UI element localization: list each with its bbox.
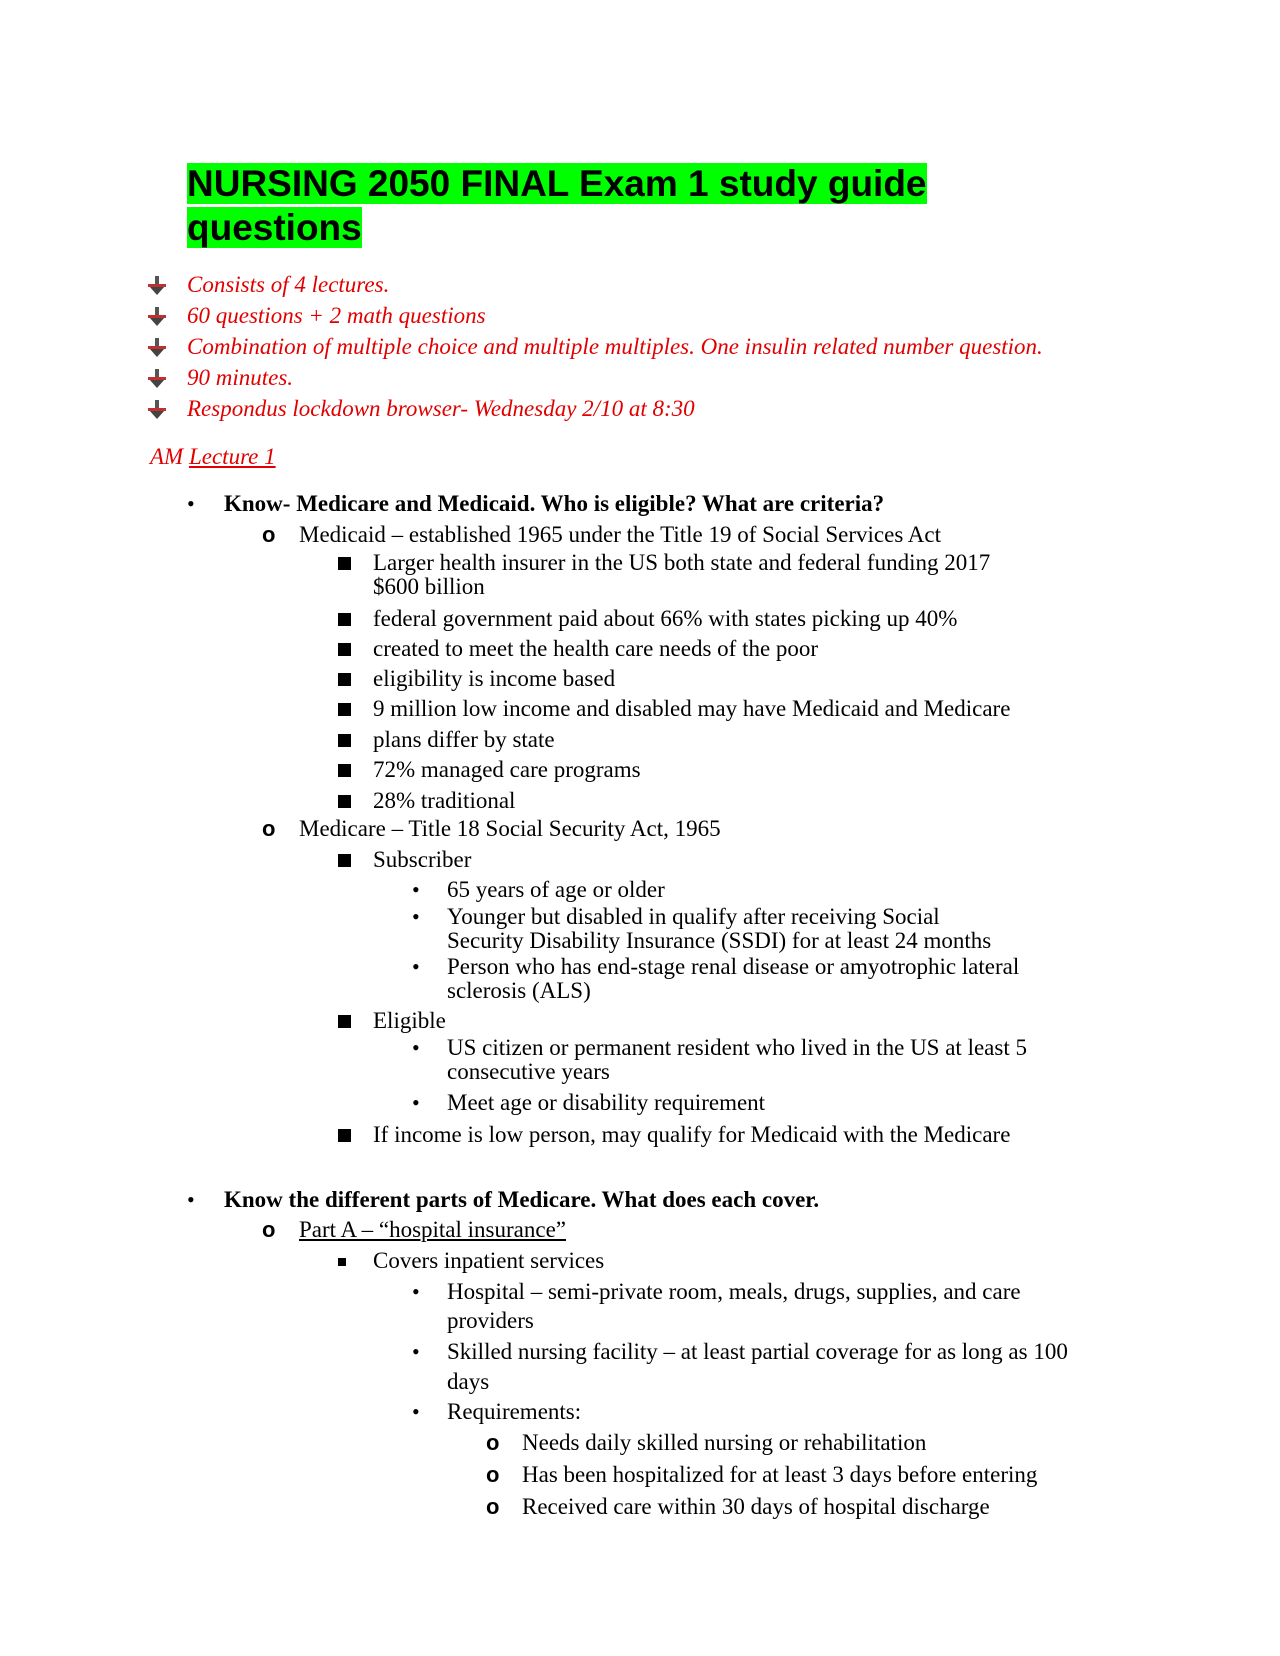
bullet-dot-icon: • xyxy=(187,491,195,516)
page-title-line-1: NURSING 2050 FINAL Exam 1 study guide xyxy=(187,163,927,204)
arrow-bullet-icon xyxy=(148,338,166,358)
list-item: 65 years of age or older xyxy=(447,877,665,902)
bullet-dot-icon: • xyxy=(412,904,420,929)
arrow-bullet-icon xyxy=(148,276,166,296)
bullet-dot-icon: • xyxy=(187,1187,195,1212)
arrow-bullet-icon xyxy=(148,307,166,327)
page-title xyxy=(187,162,927,250)
circle-bullet-icon: o xyxy=(486,1462,500,1487)
intro-bullet: Consists of 4 lectures. xyxy=(187,272,390,297)
intro-bullet: Respondus lockdown browser- Wednesday 2/10 at 8:30 xyxy=(187,396,695,421)
bullet-dot-icon: • xyxy=(412,1035,420,1060)
list-item: If income is low person, may qualify for Medicaid with the Medicare xyxy=(373,1122,1011,1147)
list-item: US citizen or permanent resident who lived in the US at least 5 xyxy=(447,1035,1027,1060)
circle-bullet-icon: o xyxy=(262,522,276,547)
medicaid-item: Medicaid – established 1965 under the Title 19 of Social Services Act xyxy=(299,522,941,547)
list-item: Younger but disabled in qualify after receiving Social xyxy=(447,904,940,929)
square-bullet-icon xyxy=(338,734,351,747)
section-heading: Know- Medicare and Medicaid. Who is eligible? What are criteria? xyxy=(224,491,885,516)
bullet-dot-icon: • xyxy=(412,1399,420,1424)
list-item: Security Disability Insurance (SSDI) for at least 24 months xyxy=(447,928,992,953)
lecture-label: Lecture 1 xyxy=(188,444,276,469)
circle-bullet-icon: o xyxy=(486,1494,500,1519)
intro-bullet: 90 minutes. xyxy=(187,365,294,390)
bullet-dot-icon: • xyxy=(412,1279,420,1304)
circle-bullet-icon: o xyxy=(262,1217,276,1242)
bullet-dot-icon: • xyxy=(412,877,420,902)
circle-bullet-icon: o xyxy=(262,816,276,841)
list-item: plans differ by state xyxy=(373,727,555,752)
list-item: Needs daily skilled nursing or rehabilitation xyxy=(522,1430,927,1455)
square-bullet-icon xyxy=(338,795,351,808)
square-bullet-icon xyxy=(338,613,351,626)
medicare-item: Medicare – Title 18 Social Security Act, 1965 xyxy=(299,816,721,841)
bullet-dot-icon: • xyxy=(412,1339,420,1364)
list-item: federal government paid about 66% with states picking up 40% xyxy=(373,606,958,631)
list-item: Skilled nursing facility – at least partial coverage for as long as 100 xyxy=(447,1339,1068,1364)
square-bullet-icon xyxy=(338,1129,351,1142)
arrow-bullet-icon xyxy=(148,369,166,389)
list-item: Person who has end-stage renal disease or amyotrophic lateral xyxy=(447,954,1020,979)
list-item: 28% traditional xyxy=(373,788,516,813)
lecture-prefix: AM xyxy=(150,444,184,469)
list-item: Requirements: xyxy=(447,1399,582,1424)
list-item: Eligible xyxy=(373,1008,446,1033)
circle-bullet-icon: o xyxy=(486,1430,500,1455)
list-item: $600 billion xyxy=(373,574,485,599)
list-item: 72% managed care programs xyxy=(373,757,641,782)
list-item: consecutive years xyxy=(447,1059,610,1084)
part-a-item: Part A – “hospital insurance” xyxy=(299,1217,566,1242)
square-bullet-icon xyxy=(338,703,351,716)
list-item: eligibility is income based xyxy=(373,666,616,691)
intro-bullet: 60 questions + 2 math questions xyxy=(187,303,486,328)
square-bullet-icon xyxy=(338,1015,351,1028)
list-item: 9 million low income and disabled may have Medicaid and Medicare xyxy=(373,696,1011,721)
list-item: created to meet the health care needs of the poor xyxy=(373,636,819,661)
list-item: days xyxy=(447,1369,490,1394)
intro-bullet: Combination of multiple choice and multiple multiples. One insulin related number question. xyxy=(187,334,1043,359)
square-bullet-icon xyxy=(338,557,351,570)
page-title-line-2: questions xyxy=(187,207,362,248)
list-item: providers xyxy=(447,1308,534,1333)
bullet-dot-icon: • xyxy=(412,1090,420,1115)
bullet-dot-icon: • xyxy=(412,954,420,979)
arrow-bullet-icon xyxy=(148,400,166,420)
list-item: Covers inpatient services xyxy=(373,1248,605,1273)
square-bullet-icon xyxy=(338,673,351,686)
list-item: Has been hospitalized for at least 3 days before entering xyxy=(522,1462,1038,1487)
list-item: sclerosis (ALS) xyxy=(447,978,591,1003)
small-square-bullet-icon xyxy=(338,1258,346,1266)
square-bullet-icon xyxy=(338,854,351,867)
square-bullet-icon xyxy=(338,643,351,656)
section-heading: Know the different parts of Medicare. What does each cover. xyxy=(224,1187,820,1212)
list-item: Hospital – semi-private room, meals, drugs, supplies, and care xyxy=(447,1279,1021,1304)
list-item: Meet age or disability requirement xyxy=(447,1090,766,1115)
list-item: Received care within 30 days of hospital discharge xyxy=(522,1494,990,1519)
list-item: Subscriber xyxy=(373,847,472,872)
square-bullet-icon xyxy=(338,764,351,777)
list-item: Larger health insurer in the US both state and federal funding 2017 xyxy=(373,550,991,575)
lecture-heading xyxy=(150,443,276,471)
